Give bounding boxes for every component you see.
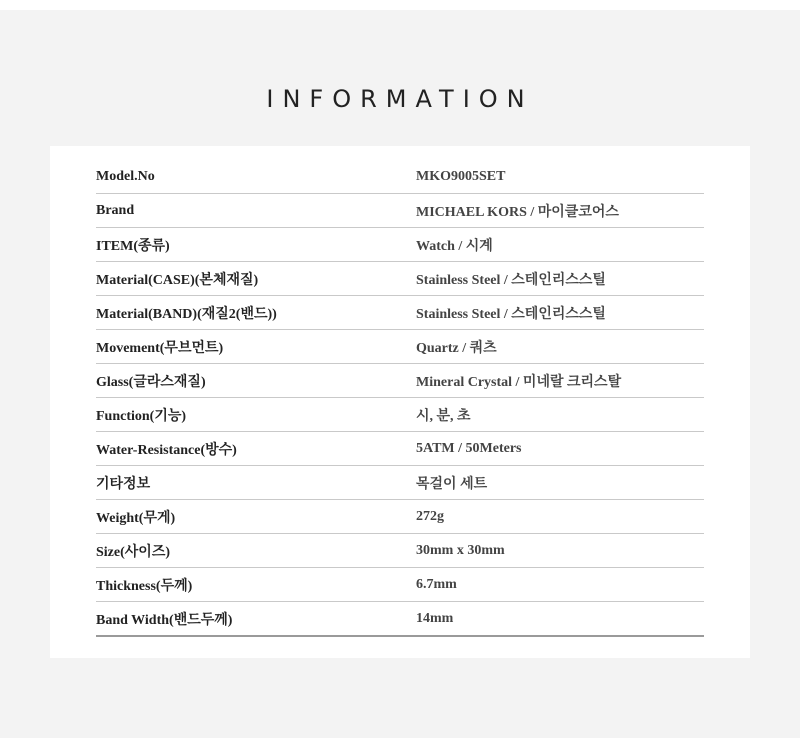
spec-value: Mineral Crystal / 미네랄 크리스탈 (416, 374, 622, 390)
spec-label: Brand (96, 202, 135, 218)
spec-row-item (96, 228, 704, 262)
spec-value: 14mm (416, 610, 454, 626)
spec-row-material-band (96, 296, 704, 330)
spec-row-movement (96, 330, 704, 364)
spec-value: 30mm x 30mm (416, 542, 505, 558)
spec-value: Stainless Steel / 스테인리스스틸 (416, 272, 606, 288)
spec-value: Quartz / 쿼츠 (416, 340, 497, 356)
spec-row-other-info (96, 466, 704, 500)
spec-label: 기타정보 (96, 476, 151, 492)
spec-label: Function(기능) (96, 408, 187, 424)
page-background (0, 10, 800, 738)
spec-label: Water-Resistance(방수) (96, 442, 237, 458)
spec-row-material-case (96, 262, 704, 296)
spec-row-thickness (96, 568, 704, 602)
spec-label: Band Width(밴드두께) (96, 612, 233, 628)
spec-value: Stainless Steel / 스테인리스스틸 (416, 306, 606, 322)
spec-label: Model.No (96, 168, 155, 184)
spec-row-weight (96, 500, 704, 534)
section-title: INFORMATION (266, 85, 534, 113)
spec-label: Material(CASE)(본체재질) (96, 272, 259, 288)
spec-value: 5ATM / 50Meters (416, 440, 522, 456)
spec-row-function (96, 398, 704, 432)
spec-row-glass (96, 364, 704, 398)
spec-value: 시, 분, 초 (416, 408, 471, 424)
spec-label: ITEM(종류) (96, 238, 170, 254)
spec-value: MICHAEL KORS / 마이클코어스 (416, 204, 619, 220)
info-panel (50, 146, 750, 658)
spec-value: 목걸이 세트 (416, 476, 488, 492)
spec-table (96, 160, 704, 637)
spec-label: Movement(무브먼트) (96, 340, 224, 356)
spec-value: Watch / 시계 (416, 238, 493, 254)
spec-label: Size(사이즈) (96, 544, 170, 560)
spec-row-size (96, 534, 704, 568)
spec-label: Thickness(두께) (96, 578, 193, 594)
spec-label: Glass(글라스재질) (96, 374, 206, 390)
spec-value: 6.7mm (416, 576, 457, 592)
spec-value: MKO9005SET (416, 168, 506, 184)
spec-row-water-resistance (96, 432, 704, 466)
spec-row-model-no (96, 160, 704, 194)
spec-value: 272g (416, 508, 444, 524)
spec-label: Weight(무게) (96, 510, 176, 526)
spec-label: Material(BAND)(재질2(밴드)) (96, 306, 277, 322)
spec-row-brand (96, 194, 704, 228)
spec-row-band-width (96, 602, 704, 637)
